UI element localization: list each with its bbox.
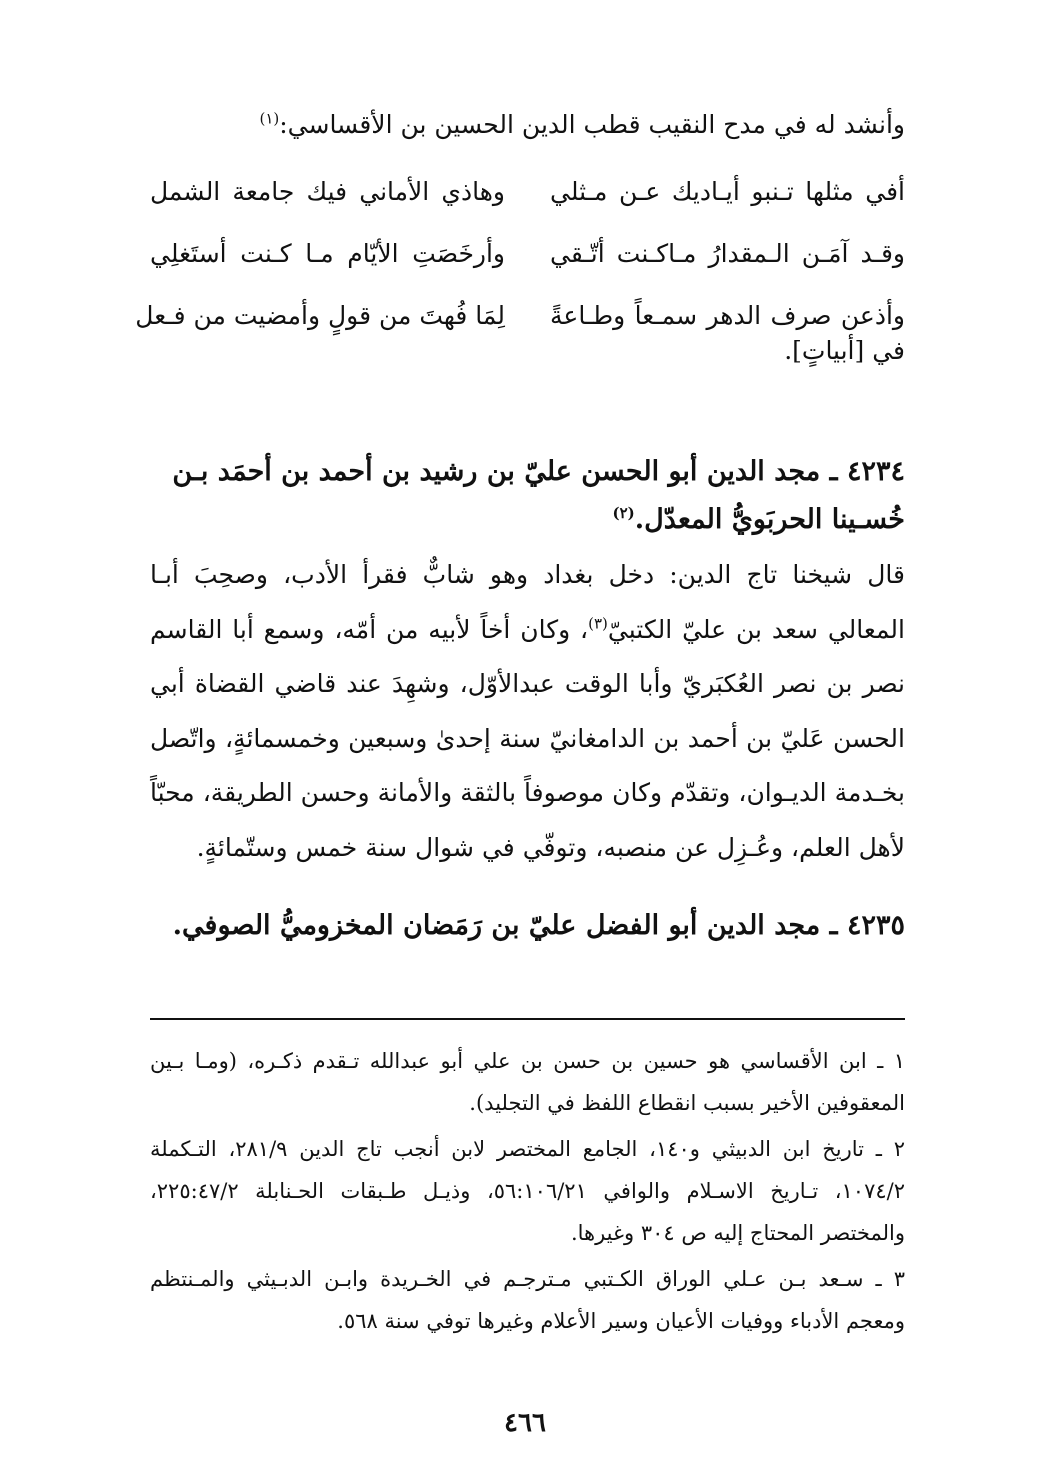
entry-title: ـ مجد الدين أبو الفضل عليّ بن رَمَضان المخزوميُّ الصوفي. (172, 910, 838, 941)
entry-body-part-2: ، وكان أخاً لأبيه من أمّه، وسمع أبا القاسم نصر بن نصر العُكبَريّ وأبا الوقت عبدالأوّل، وشهِدَ عند قاضي القضاة أبي الحسن عَليّ بن أحمد بن الدامغانيّ سنة إحدىٰ وسبعين وخمسمائةٍ، واتّصل بخـدمة الديـوان، وتقدّم وكان موصوفاً بالثقة والأمانة وحسن الطريقة، محبّاً لأهل العلم، وعُـزِل عن منصبه، وتوفّي في شوال سنة خمس وستّمائةٍ. (150, 614, 905, 862)
footnotes (150, 1040, 905, 1346)
entry-number: ٤٢٣٤ (846, 456, 905, 487)
footnote-item: ٣ ـ سـعد بـن عـلي الوراق الكـتبي مـترجـم في الخـريدة وابـن الدبـيثي والمـنتظم ومعجم الأدباء ووفيات الأعيان وسير الأعلام وغيرها توفي سنة ٥٦٨. (150, 1267, 905, 1333)
intro-text: وأنشد له في مدح النقيب قطب الدين الحسين بن الأقساسي: (279, 110, 905, 139)
verse-first-hemistich: وقـد آمَـن الـمقدارُ مـاكـنت أتّـقي (550, 238, 905, 268)
entry-heading-4234 (150, 448, 905, 544)
verse-second-hemistich: وأرخَصَتِ الأيّام مـا كـنت أستَغلِي (150, 238, 505, 268)
footnote-divider (150, 1018, 905, 1020)
verse-first-hemistich: أفي مثلها تـنبو أيـاديك عـن مـثلي (550, 176, 905, 206)
intro-line (150, 105, 905, 145)
verse-first-hemistich: وأذعن صرف الدهر سمـعاً وطـاعةً (550, 300, 905, 330)
verse-second-hemistich: وهاذي الأماني فيك جامعة الشمل (150, 176, 505, 206)
footnote-item: ٢ ـ تاريخ ابن الدبيثي و١٤٠، الجامع المختصر لابن أنجب تاج الدين ٢٨١/٩، التـكملة ١٠٧٤/٢، تـاريخ الاسـلام والوافي ٥٦:١٠٦/٢١، وذيـل طـبقات الحـنابلة ٢٢٥:٤٧/٢، والمختصر المحتاج إليه ص ٣٠٤ وغيرها. (150, 1137, 906, 1245)
verse-tail: في [أبياتٍ]. (784, 336, 905, 365)
verse-row (150, 160, 905, 222)
entry-number: ٤٢٣٥ (846, 910, 905, 941)
page-number: ٤٦٦ (504, 1408, 546, 1438)
verse-row (150, 222, 905, 284)
footnote-item: ١ ـ ابن الأقساسي هو حسين بن حسن بن علي أبو عبدالله تـقدم ذكـره، (ومـا بـين المعقوفين الأخير بسبب انقطاع اللفظ في التجليد). (150, 1049, 905, 1115)
entry-body-part-1: قال شيخنا تاج الدين: دخل بغداد وهو شابٌّ فقرأ الأدب، وصحِبَ أبـا المعالي سعد بن عليّ الكتبيّ (150, 560, 905, 644)
footnote-ref-2[interactable]: (٢) (612, 504, 635, 522)
entry-title: ـ مجد الدين أبو الحسن عليّ بن رشيد بن أحمد بن أحمَد بـن خُسـينا الحربَويُّ المعدّل. (172, 456, 905, 535)
entry-body-4234 (150, 548, 905, 875)
footnote-ref-3[interactable]: (٣) (588, 614, 608, 633)
verse-second-hemistich: لِمَا فُهتَ من قولٍ وأمضيت من فـعل (135, 300, 505, 330)
footnote-ref-1[interactable]: (١) (259, 109, 280, 128)
poem-verses (135, 160, 905, 346)
entry-heading-4235 (150, 902, 905, 950)
